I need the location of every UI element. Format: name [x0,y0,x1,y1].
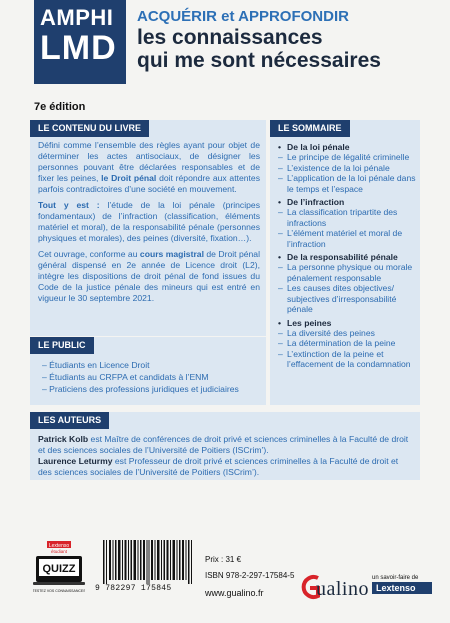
logo-line2: LMD [40,29,117,67]
contenu-panel [30,120,266,336]
author-2: Laurence Leturmy est Professeur de droit privé et sciences criminelles à la Faculté de droit et des sciences sociales de l’Université de Poitiers (ISCrim’). [38,456,399,477]
publisher-tagline: un savoir-faire de [372,575,419,581]
amphi-lmd-logo [34,0,126,84]
contenu-text [38,140,260,309]
list-item: Le principe de légalité criminelle [287,152,410,163]
list-item: L’extinction de la peine et l’effacement de la condamnation [287,348,411,370]
sommaire-section-title: De l’infraction [287,197,345,208]
list-item: L’existence de la loi pénale [287,162,390,173]
quiz-brand-sub: étudiant [50,549,68,554]
auteurs-panel [30,412,420,480]
list-item: L’application de la loi pénale dans le temps et l’espace [287,173,416,194]
headline [137,8,437,72]
quiz-brand: Lextenso [48,543,70,549]
list-item: Les causes dites objectives/ subjectives d’irresponsabilité pénale [287,283,397,315]
sommaire-section: • De la responsabilité pénale – La personne physique ou morale pénalement responsable – Les causes dites objectives/ subjectives d’irresponsabilité pénale [278,252,418,314]
sommaire-panel [270,120,420,405]
headline-subtitle: ACQUÉRIR et APPROFONDIR [137,8,349,25]
sommaire-section-title: Les peines [287,317,332,328]
sommaire-heading: LE SOMMAIRE [270,120,350,137]
sommaire-section: • De la loi pénale – Le principe de légalité criminelle – L’existence de la loi pénale – L’application de la loi pénale dans le temps et l’espace [278,142,418,194]
list-item: La diversité des peines [287,327,375,338]
contenu-paragraph-1: Défini comme l’ensemble des règles ayant pour objet de déterminer les actes antisociaux, de désigner les personnes pouvant être déclarées responsables et de fixer les peines, le Droit pénal doit répondre aux attentes parfois contradictoires d’une société en mouvement. [38,140,260,194]
quizz-badge-icon [33,540,85,596]
publisher-group: Lextenso [372,582,432,594]
list-item: – Praticiens des professions juridiques et judiciaires [42,384,239,394]
publisher-name: ualino [316,578,369,600]
public-heading: LE PUBLIC [30,337,94,354]
headline-title-line1: les connaissances [137,26,323,49]
auteurs-text [38,434,414,478]
list-item: La détermination de la peine [287,338,396,349]
auteurs-heading: LES AUTEURS [30,412,109,429]
gualino-logo [298,570,370,604]
list-item: L’élément matériel et moral de l’infraction [287,228,403,249]
list-item: La personne physique ou morale pénalement responsable [287,262,413,283]
quiz-label: QUIZZ [42,563,76,575]
contenu-heading: LE CONTENU DU LIVRE [30,120,149,137]
contenu-paragraph-3: Cet ouvrage, conforme au cours magistral de Droit pénal général dispensé en 2e année de Licence droit (L2), intègre les dispositions de droit pénal de fond issues du Code de la justice pénale des mineurs qui est entré en vigueur le 30 septembre 2021. [38,249,260,303]
contenu-paragraph-2: Tout y est : l’étude de la loi pénale (principes fondamentaux) de l’infraction (classification, éléments matériel et moral), de la responsabilité pénale (personnes physiques et morales), des peines (diversité, fixation…). [38,200,260,243]
public-panel [30,337,266,405]
sommaire-section-title: De la responsabilité pénale [287,252,398,263]
edition-label: 7e édition [34,101,86,113]
sommaire-list [278,142,418,373]
barcode-number: 9 782297 175845 [95,584,172,593]
website: www.gualino.fr [205,588,264,598]
isbn: ISBN 978-2-297-17584-5 [205,571,295,580]
quiz-caption: TESTEZ VOS CONNAISSANCES [33,589,85,593]
public-list [42,359,257,395]
list-item: La classification tripartite des infractions [287,207,398,228]
headline-title-line2: qui me sont nécessaires [137,49,381,72]
logo-line1: AMPHI [40,5,114,30]
author-1: Patrick Kolb est Maître de conférences de droit privé et sciences criminelles à la Faculté de droit et des sciences sociales de l’Université de Poitiers (ISCrim’). [38,434,409,455]
sommaire-section: • Les peines – La diversité des peines – La détermination de la peine – L’extinction de la peine et l’effacement de la condamnation [278,318,418,370]
barcode [95,540,195,595]
list-item: – Étudiants au CRFPA et candidats à l’ENM [42,372,209,382]
price: Prix : 31 € [205,555,242,564]
barcode-bars [103,540,193,584]
lextenso-logo [372,575,432,594]
list-item: – Étudiants en Licence Droit [42,360,150,370]
sommaire-section: • De l’infraction – La classification tripartite des infractions – L’élément matériel et moral de l’infraction [278,197,418,249]
sommaire-section-title: De la loi pénale [287,142,350,152]
